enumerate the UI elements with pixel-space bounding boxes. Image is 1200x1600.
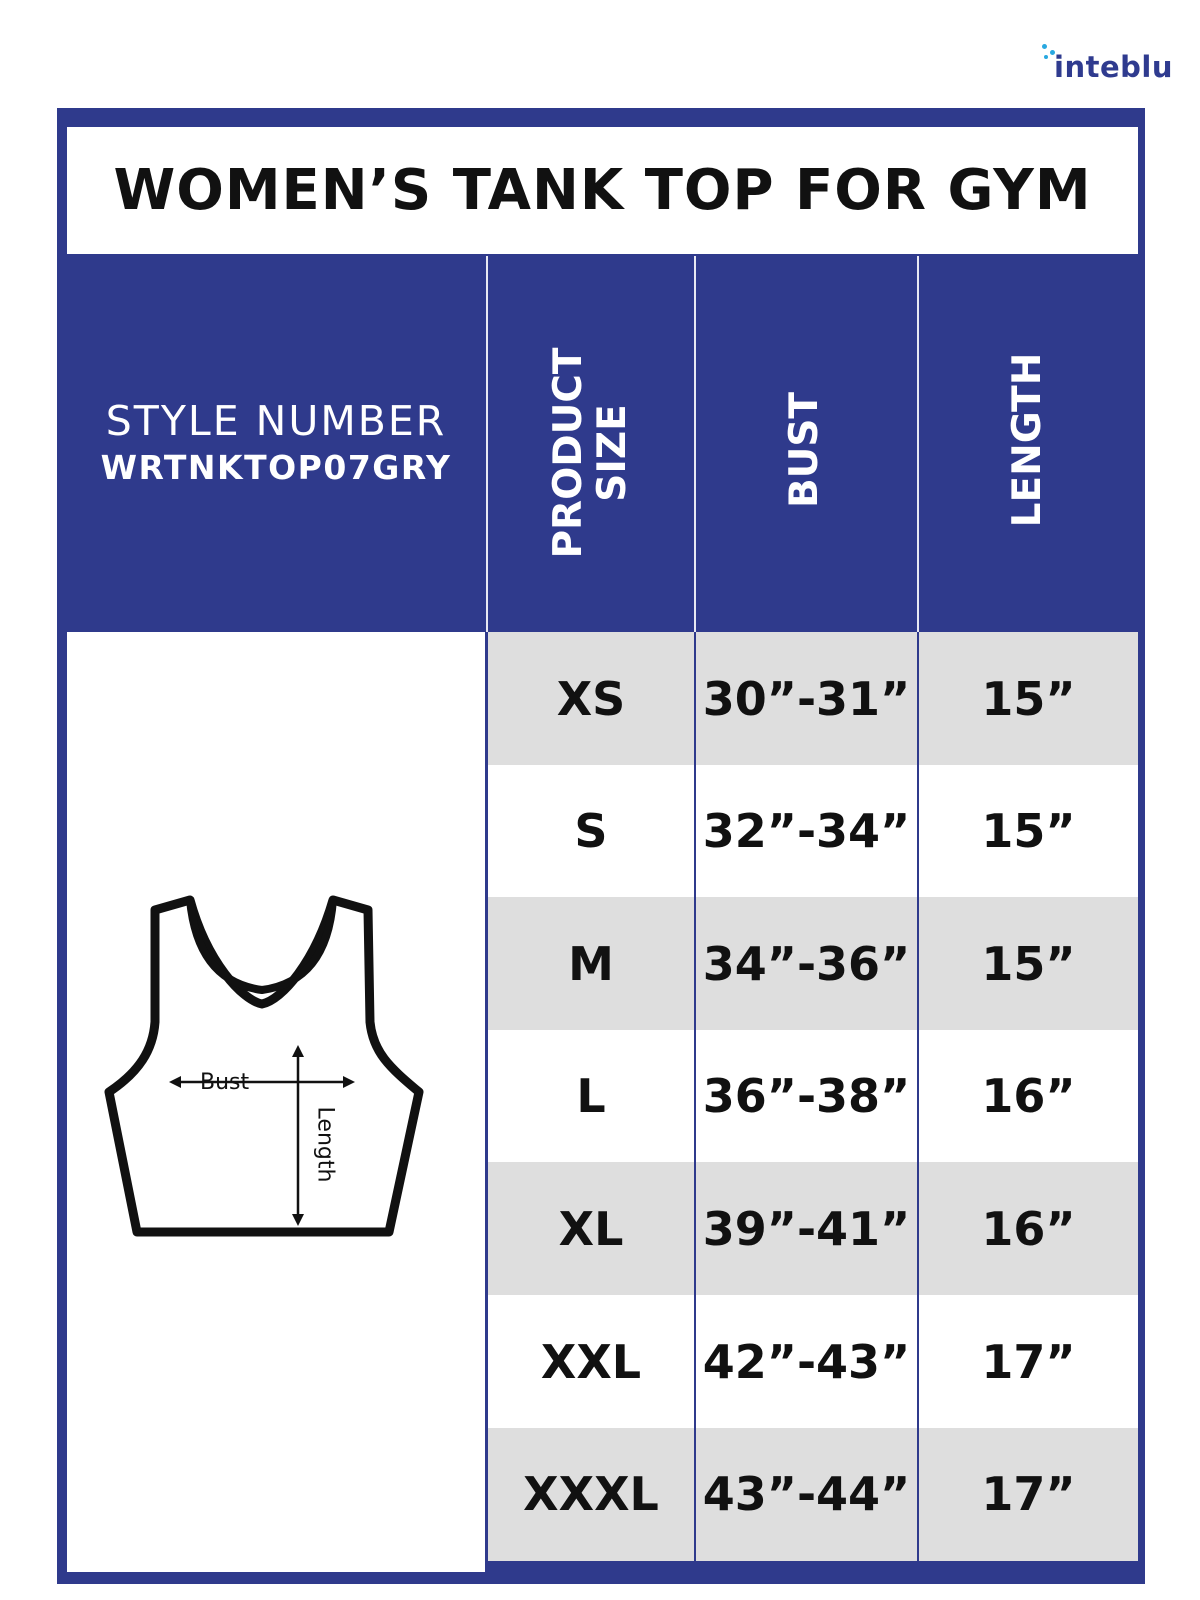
style-number-block <box>67 256 485 630</box>
size-cell: M <box>568 936 614 991</box>
table-row <box>488 897 1138 1030</box>
size-cell: S <box>574 804 608 859</box>
bust-cell: 32”-34” <box>702 804 911 859</box>
length-cell: 15” <box>981 936 1076 991</box>
title-box <box>67 127 1138 254</box>
bust-cell: 42”-43” <box>702 1334 911 1389</box>
bust-cell: 43”-44” <box>702 1467 911 1522</box>
diagram-bust-label: Bust <box>200 1070 250 1095</box>
brand-name: inteblu <box>1054 50 1173 84</box>
size-cell: XXL <box>540 1334 642 1389</box>
brand-logo <box>1040 42 1190 92</box>
bust-cell: 36”-38” <box>702 1069 911 1124</box>
tank-top-icon <box>67 632 485 1572</box>
size-cell: XS <box>556 671 626 726</box>
header-divider <box>486 256 488 632</box>
table-row <box>488 632 1138 765</box>
logo-dot <box>1044 55 1048 59</box>
bust-cell: 34”-36” <box>702 936 911 991</box>
header-product-size-line1: PRODUCT <box>546 347 591 559</box>
length-cell: 16” <box>981 1069 1076 1124</box>
diagram-area <box>67 632 485 1572</box>
header-divider <box>917 256 919 632</box>
header-bust: BUST <box>782 391 827 509</box>
header-product-size <box>546 303 636 603</box>
size-cell: L <box>576 1069 606 1124</box>
diagram-length-label: Length <box>312 1106 338 1183</box>
size-cell: XL <box>558 1201 624 1256</box>
table-row <box>488 1428 1138 1561</box>
header-divider <box>694 256 696 632</box>
logo-dot <box>1042 44 1047 49</box>
length-cell: 16” <box>981 1201 1076 1256</box>
style-number-label: STYLE NUMBER <box>105 397 447 445</box>
length-cell: 15” <box>981 671 1076 726</box>
size-cell: XXXL <box>523 1467 659 1522</box>
page-title: WOMEN’S TANK TOP FOR GYM <box>113 158 1092 223</box>
table-row <box>488 1295 1138 1428</box>
column-divider <box>694 632 696 1572</box>
table-row <box>488 765 1138 898</box>
table-row <box>488 1030 1138 1163</box>
length-cell: 15” <box>981 804 1076 859</box>
style-number-value: WRTNKTOP07GRY <box>100 448 452 487</box>
table-row <box>488 1162 1138 1295</box>
header-length: LENGTH <box>1005 352 1050 528</box>
bust-cell: 39”-41” <box>702 1201 911 1256</box>
length-cell: 17” <box>981 1467 1076 1522</box>
header-product-size-line2: SIZE <box>590 404 635 502</box>
bust-cell: 30”-31” <box>702 671 911 726</box>
length-cell: 17” <box>981 1334 1076 1389</box>
column-divider <box>917 632 919 1572</box>
